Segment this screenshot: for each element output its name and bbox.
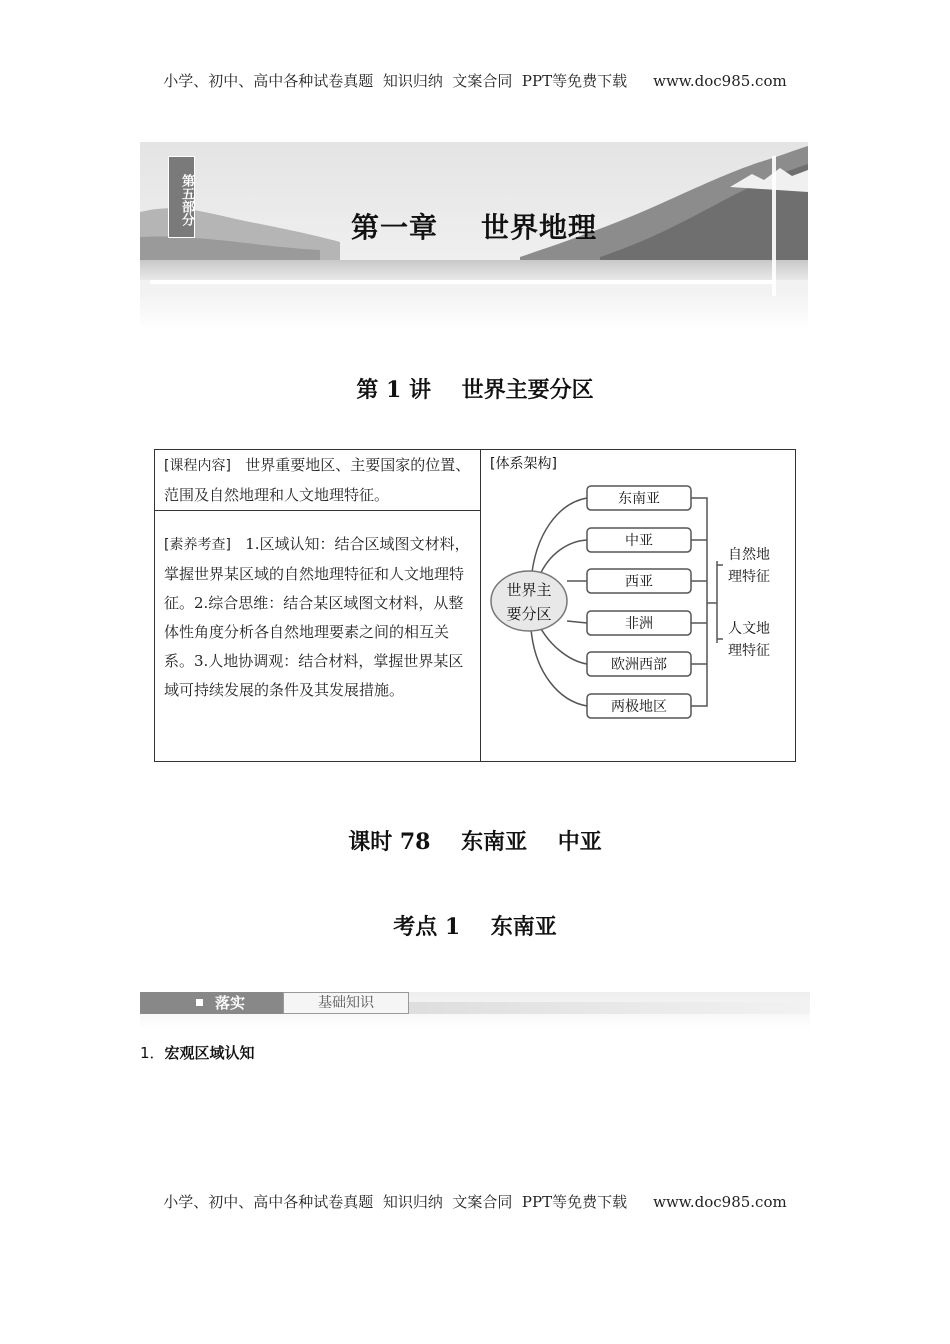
- region-label-0: 东南亚: [618, 491, 660, 507]
- feature1-line2: 理特征: [728, 569, 770, 585]
- literacy-text: 1.区域认知：结合区域图文材料，掌握世界某区域的自然地理特征和人文地理特征。2.综合思维：结合某区域图文材料，从整体性角度分析各自然地理要素之间的相互关系。3.人地协调观：结合材料，掌握世界某区域可持续发展的条件及其发展措施。: [164, 535, 470, 699]
- section-dark-tab: [140, 992, 283, 1014]
- course-content-cell: [155, 450, 480, 511]
- chapter-title: 第一章 世界地理: [351, 211, 597, 244]
- lecture-title: 第 1 讲 世界主要分区: [356, 377, 594, 403]
- lesson-title: 课时 78 东南亚 中亚: [348, 829, 602, 855]
- section-bar: [140, 992, 810, 1032]
- point-title: 考点 1 东南亚: [393, 914, 557, 940]
- center-line2: 要分区: [506, 605, 552, 623]
- header-text: 小学、初中、高中各种试卷真题 知识归纳 文案合同 PPT等免费下载: [163, 72, 628, 90]
- region-label-1: 中亚: [625, 533, 653, 549]
- region-label-4: 欧洲西部: [611, 657, 667, 673]
- literacy-label: [素养考查]: [164, 537, 231, 553]
- feature2-line1: 人文地: [728, 621, 770, 637]
- item-1-number: 1．: [140, 1044, 165, 1062]
- course-content-label: [课程内容]: [164, 458, 231, 474]
- course-table-left: [155, 450, 481, 761]
- footer-text: 小学、初中、高中各种试卷真题 知识归纳 文案合同 PPT等免费下载: [163, 1193, 628, 1211]
- center-line1: 世界主: [506, 581, 552, 599]
- course-content-text: 世界重要地区、主要国家的位置、范围及自然地理和人文地理特征。: [164, 456, 471, 504]
- square-bullet-icon: [196, 999, 203, 1006]
- region-label-5: 两极地区: [611, 699, 667, 715]
- footer-site[interactable]: www.doc985.com: [653, 1193, 787, 1211]
- item-1-text: 宏观区域认知: [164, 1044, 255, 1062]
- page-footer: [0, 1191, 950, 1212]
- section-dark-label: 落实: [215, 994, 246, 1012]
- region-label-3: 非洲: [625, 616, 653, 632]
- feature1-line1: 自然地: [728, 547, 770, 563]
- region-label-2: 西亚: [625, 574, 653, 590]
- part-tag: 第五部分: [168, 156, 195, 238]
- structure-label: [体系架构]: [490, 456, 557, 472]
- section-light-label: 基础知识: [283, 992, 409, 1014]
- chapter-banner: [140, 142, 808, 330]
- page-header: [0, 70, 950, 91]
- feature2-line2: 理特征: [728, 643, 770, 659]
- item-1: [140, 1042, 255, 1063]
- structure-diagram: [479, 473, 795, 761]
- header-site[interactable]: www.doc985.com: [653, 72, 787, 90]
